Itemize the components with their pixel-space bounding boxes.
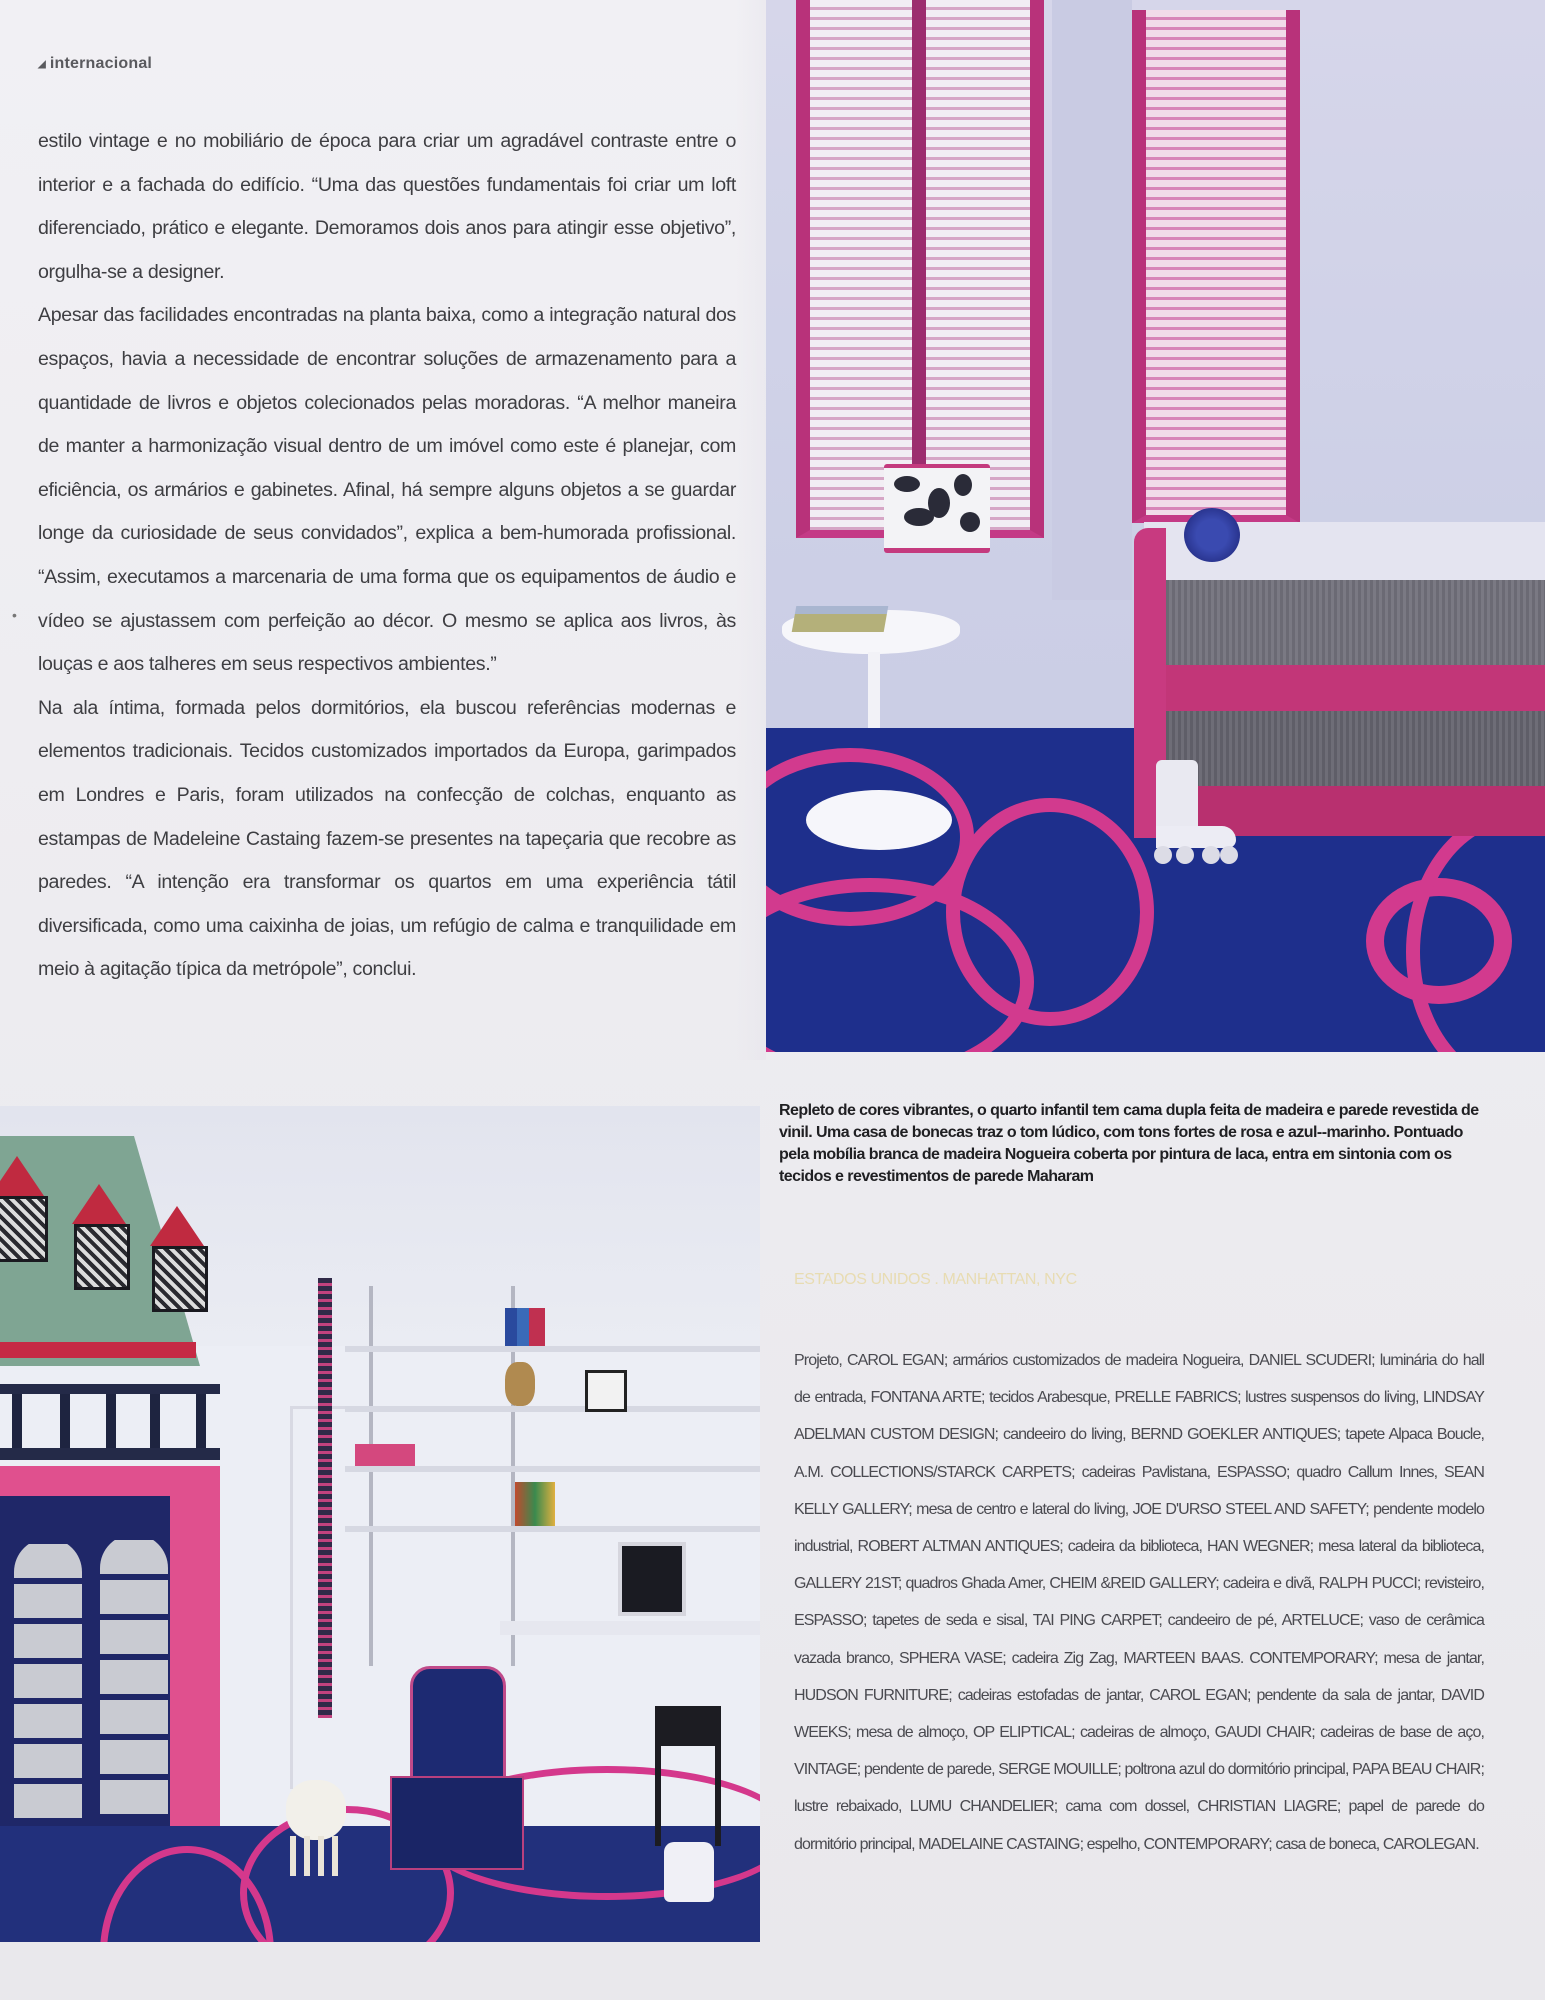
credits-heading: ESTADOS UNIDOS . MANHATTAN, NYC [794,1271,1077,1288]
margin-dot-icon: • [12,607,17,623]
wall-pillar [1052,0,1132,600]
navy-rug [0,1826,760,1942]
dormer-window [150,1206,204,1306]
article-paragraph: estilo vintage e no mobiliário de época para criar um agradável contraste entre o interior e a fachada do edifício. “Uma das questões fundamentais foi criar um loft diferenciado, prático e elegante. Demoramos dois anos para atingir esse objetivo”, orgulha-se a designer. [38,130,736,283]
dollhouse-balcony [0,1384,220,1460]
blue-pompom [1184,508,1240,562]
photo-caption: Repleto de cores vibrantes, o quarto infantil tem cama dupla feita de madeira e parede revestida de vinil. Uma casa de bonecas traz o tom lúdico, com tons fortes de rosa e azul--marinho. Pontuado pela mobília branca de madeira Nogueira coberta por pintura de laca, entra em sintonia com os tecidos e revestimentos de parede Maharam [779,1102,1479,1185]
lamb-stool-legs [290,1836,340,1876]
dormer-window [0,1156,44,1256]
article-body [38,120,736,992]
window-blind [318,1278,332,1718]
pink-blind [796,0,928,538]
book [792,606,889,632]
roller-skate [1146,760,1236,870]
article-paragraph: Na ala íntima, formada pelos dormitórios, ela buscou referências modernas e elementos tradicionais. Tecidos customizados importados da Europa, garimpados em Londres e Paris, foram utilizados na confecção de colchas, enquanto as estampas de Madeleine Castaing fazem-se presentes na tapeçaria que recobre as paredes. “A intenção era transformar os quartos em uma experiência tátil diversificada, como uma caixinha de joias, um refúgio de calma e tranquilidade em meio à agitação típica da metrópole”, conclui. [38,696,736,981]
lamb-stool [286,1780,346,1840]
dormer-window [72,1184,126,1284]
credits-list: Projeto, CAROL EGAN; armários customizados de madeira Nogueira, DANIEL SCUDERI; luminária do hall de entrada, FONTANA ARTE; tecidos Arabesque, PRELLE FABRICS; lustres suspensos do living, LINDSAY ADELMAN CUSTOM DESIGN; candeeiro do living, BERND GOEKLER ANTIQUES; tapete Alpaca Boucle, A.M. COLLECTIONS/STARCK CARPETS; cadeiras Pavlistana, ESPASSO; quadro Callum Innes, SEAN KELLY GALLERY; mesa de centro e lateral do living, JOE D'URSO STEEL AND SAFETY; pendente modelo industrial, ROBERT ALTMAN ANTIQUES; cadeira da biblioteca, HAN WEGNER; mesa lateral da biblioteca, GALLERY 21ST; quadros Ghada Amer, CHEIM &REID GALLERY; cadeira e divã, RALPH PUCCI; revisteiro, ESPASSO; tapetes de seda e sisal, TAI PING CARPET; candeeiro de pé, ARTELUCE; vaso de cerâmica vazada branco, SPHERA VASE; cadeira Zig Zag, MARTEEN BAAS. CONTEMPORARY; mesa de jantar, HUDSON FURNITURE; cadeiras estofadas de jantar, CAROL EGAN; pendente da sala de jantar, DAVID WEEKS; mesa de almoço, OP ELIPTICAL; cadeiras de almoço, GAUDI CHAIR; cadeiras de base de aço, VINTAGE; pendente de parede, SERGE MOUILLE; poltrona azul do dormitório principal, PAPA BEAU CHAIR; lustre rebaixado, LUMU CHANDELIER; cama com dossel, CHRISTIAN LIAGRE; papel de parede do dormitório principal, MADELAINE CASTAING; espelho, CONTEMPORARY; casa de boneca, CAROLEGAN. [794,1352,1484,1853]
section-label [38,55,152,73]
triangle-marker-icon: ◢ [38,59,46,70]
section-label-text: internacional [49,55,153,72]
desk [500,1621,760,1635]
pink-blind [1132,10,1300,523]
computer-monitor [618,1542,686,1616]
dollhouse-doors [0,1496,170,1876]
pink-blind [912,0,1044,538]
blue-armchair [390,1666,530,1876]
article-paragraph: Apesar das facilidades encontradas na planta baixa, como a integração natural dos espaços, havia a necessidade de encontrar soluções de armazenamento para a quantidade de livros e objetos colecionados pelas moradoras. “A melhor maneira de manter a harmonização visual dentro de um imóvel como este é planejar, com eficiência, os armários e gabinetes. Afinal, há sempre alguns objetos a se guardar longe da curiosidade de seus convidados”, explica a bem-humorada profissional. “Assim, executamos a marcenaria de uma forma que os equipamentos de áudio e vídeo se ajustassem com perfeição ao décor. O mesmo se aplica aos livros, às louças e aos talheres em seus respectivos ambientes.” [38,304,736,676]
roof-trim [0,1342,196,1358]
black-desk-chair [655,1706,721,1846]
photo-kids-bedroom-bed [766,0,1545,1052]
bookshelves [345,1286,760,1666]
patterned-lampshade [884,464,990,553]
photo-dollhouse-room [0,1106,760,1942]
page-gutter [736,0,766,1060]
side-table-base [806,790,952,850]
roller-skate [664,1842,714,1902]
